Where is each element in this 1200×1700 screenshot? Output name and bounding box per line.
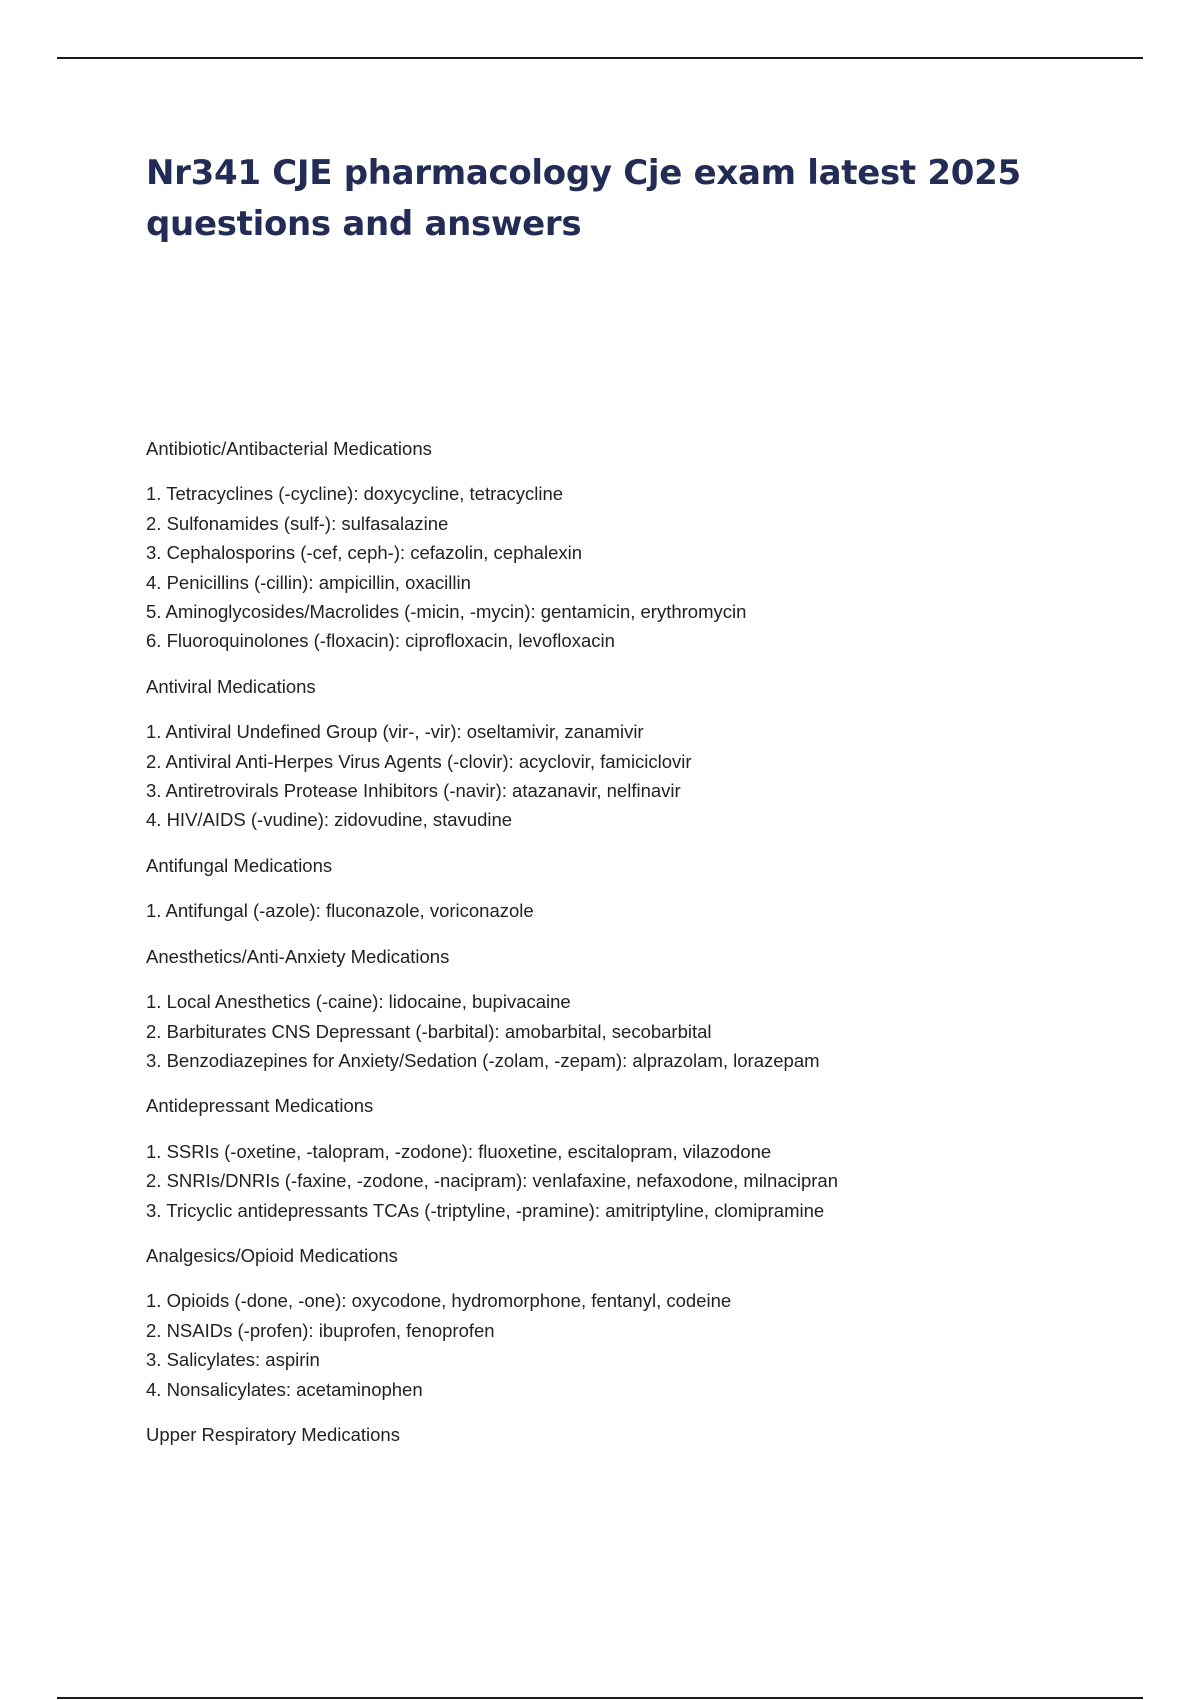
footer-rule	[57, 1697, 1143, 1699]
list-item: 4. Nonsalicylates: acetaminophen	[146, 1378, 423, 1400]
section-antibiotic	[146, 434, 1146, 656]
section-antifungal	[146, 851, 1146, 926]
document-title: Nr341 CJE pharmacology Cje exam latest 2025 questions and answers	[146, 153, 1021, 244]
list-item: 4. HIV/AIDS (-vudine): zidovudine, stavudine	[146, 809, 513, 831]
header-rule	[57, 57, 1143, 59]
list-item: 3. Benzodiazepines for Anxiety/Sedation (-zolam, -zepam): alprazolam, lorazepam	[146, 1049, 820, 1071]
list-item: 5. Aminoglycosides/Macrolides (-micin, -mycin): gentamicin, erythromycin	[146, 601, 747, 623]
list-item: 2. Barbiturates CNS Depressant (-barbital): amobarbital, secobarbital	[146, 1020, 712, 1042]
drug-list	[146, 1137, 1146, 1225]
section-heading: Antibiotic/Antibacterial Medications	[146, 438, 432, 459]
list-item: 1. Local Anesthetics (-caine): lidocaine, bupivacaine	[146, 991, 571, 1013]
list-item: 1. Opioids (-done, -one): oxycodone, hydromorphone, fentanyl, codeine	[146, 1290, 732, 1312]
list-item: 2. SNRIs/DNRIs (-faxine, -zodone, -nacipram): venlafaxine, nefaxodone, milnacipran	[146, 1170, 839, 1192]
list-item: 2. NSAIDs (-profen): ibuprofen, fenoprofen	[146, 1319, 495, 1341]
drug-list	[146, 479, 1146, 655]
section-heading: Anesthetics/Anti-Anxiety Medications	[146, 945, 450, 967]
section-heading: Antidepressant Medications	[146, 1095, 374, 1117]
drug-list	[146, 896, 1146, 925]
list-item: 1. Antiviral Undefined Group (vir-, -vir): oseltamivir, zanamivir	[146, 721, 644, 743]
list-item: 3. Cephalosporins (-cef, ceph-): cefazolin, cephalexin	[146, 542, 583, 564]
section-heading: Antifungal Medications	[146, 854, 333, 876]
list-item: 6. Fluoroquinolones (-floxacin): ciprofloxacin, levofloxacin	[146, 630, 615, 652]
list-item: 1. Tetracyclines (-cycline): doxycycline, tetracycline	[146, 483, 564, 505]
document-body	[146, 434, 1146, 1465]
list-item: 2. Sulfonamides (sulf-): sulfasalazine	[146, 512, 449, 534]
list-item: 2. Antiviral Anti-Herpes Virus Agents (-clovir): acyclovir, famiciclovir	[146, 750, 692, 772]
list-item: 3. Salicylates: aspirin	[146, 1349, 320, 1371]
drug-list	[146, 1286, 1146, 1404]
drug-list	[146, 987, 1146, 1075]
section-upper-respiratory	[146, 1420, 1146, 1449]
drug-list	[146, 717, 1146, 835]
section-antiviral	[146, 672, 1146, 835]
section-anesthetics	[146, 942, 1146, 1076]
list-item: 3. Antiretrovirals Protease Inhibitors (-navir): atazanavir, nelfinavir	[146, 780, 681, 802]
section-heading: Upper Respiratory Medications	[146, 1423, 400, 1445]
list-item: 3. Tricyclic antidepressants TCAs (-triptyline, -pramine): amitriptyline, clomipramine	[146, 1199, 825, 1221]
section-heading: Analgesics/Opioid Medications	[146, 1244, 398, 1266]
list-item: 1. SSRIs (-oxetine, -talopram, -zodone): fluoxetine, escitalopram, vilazodone	[146, 1140, 772, 1162]
list-item: 1. Antifungal (-azole): fluconazole, voriconazole	[146, 900, 534, 922]
section-antidepressant	[146, 1091, 1146, 1225]
section-analgesics	[146, 1241, 1146, 1404]
list-item: 4. Penicillins (-cillin): ampicillin, oxacillin	[146, 571, 471, 593]
section-heading: Antiviral Medications	[146, 675, 316, 697]
